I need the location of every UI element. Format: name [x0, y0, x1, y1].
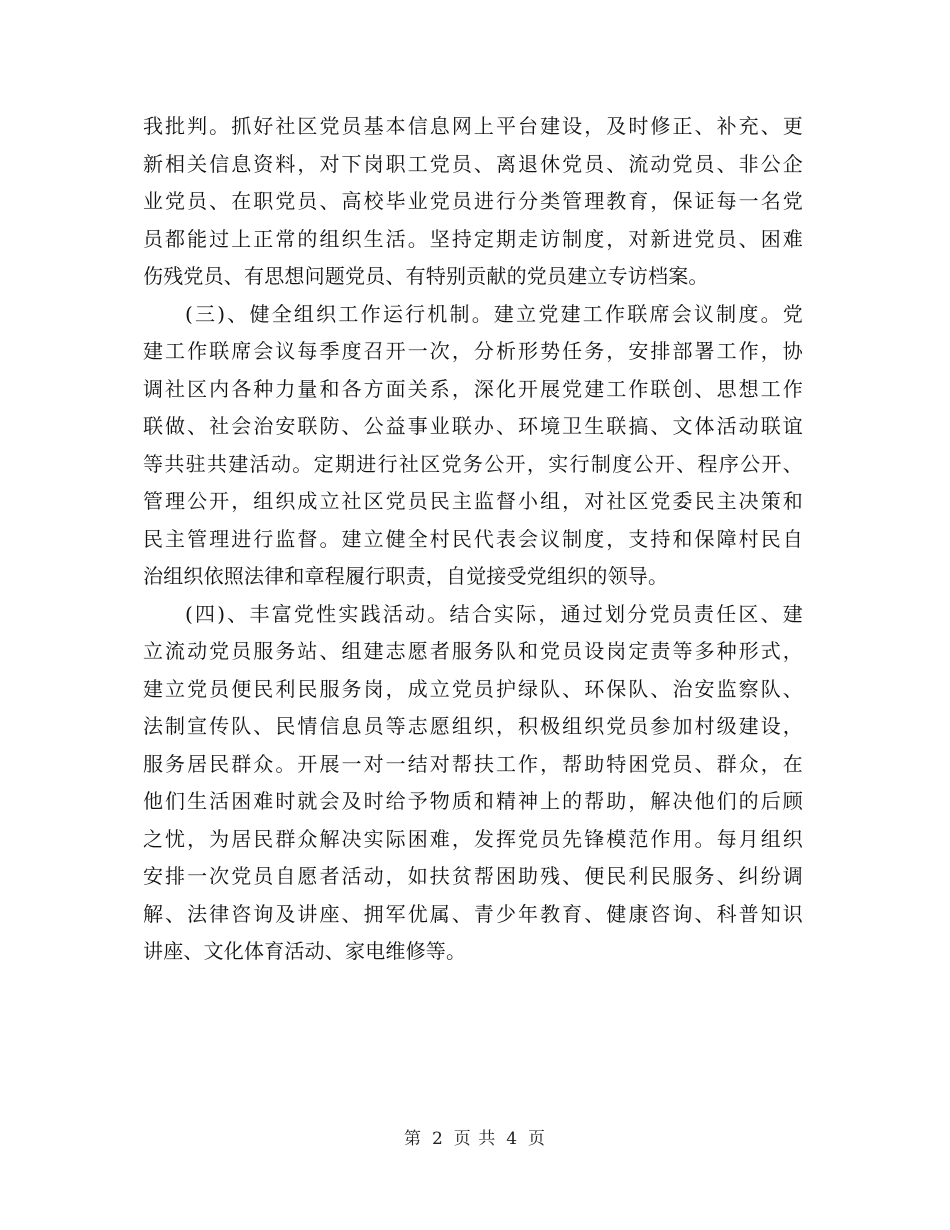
footer-middle: 页 共: [453, 1129, 497, 1149]
text-line: 之忧，为居民群众解决实际困难，发挥党员先锋模范作用。每月组织: [143, 826, 803, 851]
text-line: 治组织依照法律和章程履行职责，自觉接受党组织的领导。: [143, 564, 669, 588]
text-line: 调社区内各种力量和各方面关系，深化开展党建工作联创、思想工作: [143, 376, 803, 401]
document-body: [143, 108, 803, 971]
text-line: 等共驻共建活动。定期进行社区党务公开，实行制度公开、程序公开、: [143, 451, 803, 476]
text-line: 业党员、在职党员、高校毕业党员进行分类管理教育，保证每一名党: [143, 189, 803, 213]
text-line: 管理公开，组织成立社区党员民主监督小组，对社区党委民主决策和: [143, 489, 803, 513]
text-line: 解、法律咨询及讲座、拥军优属、青少年教育、健康咨询、科普知识: [143, 901, 803, 926]
total-pages-number: 4: [506, 1129, 519, 1149]
text-line: (四)、丰富党性实践活动。结合实际，通过划分党员责任区、建: [185, 601, 803, 626]
current-page-number: 2: [431, 1129, 444, 1149]
paragraph: [143, 108, 803, 296]
text-line: 民主管理进行监督。建立健全村民代表会议制度，支持和保障村民自: [143, 526, 803, 551]
text-line: 建立党员便民利民服务岗，成立党员护绿队、环保队、治安监察队、: [143, 676, 803, 701]
paragraph: [143, 596, 803, 971]
text-line: 立流动党员服务站、组建志愿者服务队和党员设岗定责等多种形式，: [143, 639, 803, 663]
text-line: 员都能过上正常的组织生活。坚持定期走访制度，对新进党员、困难: [143, 226, 803, 251]
text-line: (三)、健全组织工作运行机制。建立党建工作联席会议制度。党: [185, 301, 803, 326]
paragraph: [143, 296, 803, 596]
text-line: 安排一次党员自愿者活动，如扶贫帮困助残、便民利民服务、纠纷调: [143, 864, 803, 888]
footer-suffix: 页: [528, 1129, 547, 1149]
text-line: 新相关信息资料，对下岗职工党员、离退休党员、流动党员、非公企: [143, 151, 803, 176]
text-line: 我批判。抓好社区党员基本信息网上平台建设，及时修正、补充、更: [143, 114, 803, 138]
text-line: 法制宣传队、民情信息员等志愿组织，积极组织党员参加村级建设，: [143, 714, 803, 738]
text-line: 建工作联席会议每季度召开一次，分析形势任务，安排部署工作，协: [143, 339, 803, 363]
text-line: 伤残党员、有思想问题党员、有特别贡献的党员建立专访档案。: [143, 264, 709, 288]
text-line: 联做、社会治安联防、公益事业联办、环境卫生联搞、文体活动联谊: [143, 414, 803, 438]
page-footer: [0, 1124, 950, 1149]
text-line: 服务居民群众。开展一对一结对帮扶工作，帮助特困党员、群众，在: [143, 751, 803, 776]
text-line: 他们生活困难时就会及时给予物质和精神上的帮助，解决他们的后顾: [143, 789, 803, 813]
text-line: 讲座、文化体育活动、家电维修等。: [143, 939, 467, 963]
footer-prefix: 第: [403, 1129, 422, 1149]
